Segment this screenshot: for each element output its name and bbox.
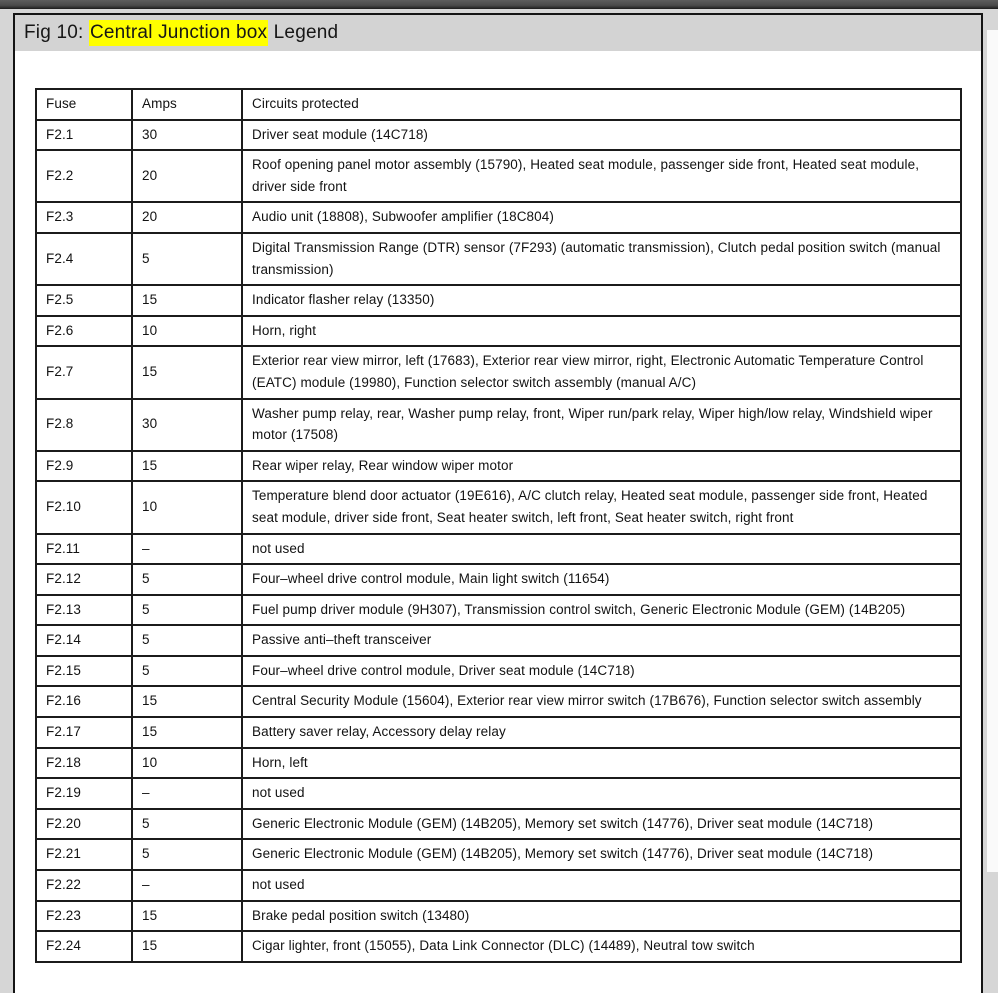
fig-caption-prefix: Fig 10:	[24, 22, 89, 43]
circuits-cell: Passive anti–theft transceiver	[242, 625, 961, 656]
circuits-cell: Cigar lighter, front (15055), Data Link Connector (DLC) (14489), Neutral tow switch	[242, 931, 961, 962]
circuits-cell: Rear wiper relay, Rear window wiper motor	[242, 451, 961, 482]
fuse-cell: F2.21	[36, 839, 132, 870]
circuits-cell: Battery saver relay, Accessory delay relay	[242, 717, 961, 748]
circuits-cell: Horn, left	[242, 748, 961, 779]
amps-cell: 10	[132, 481, 242, 533]
circuits-cell: Audio unit (18808), Subwoofer amplifier (18C804)	[242, 202, 961, 233]
amps-cell: 15	[132, 901, 242, 932]
table-row	[36, 534, 961, 565]
document-page	[13, 13, 983, 993]
fuse-cell: F2.6	[36, 316, 132, 347]
amps-cell: 20	[132, 202, 242, 233]
amps-cell: 30	[132, 399, 242, 451]
circuits-cell: Roof opening panel motor assembly (15790), Heated seat module, passenger side front, Heated seat module, driver side front	[242, 150, 961, 202]
circuits-cell: not used	[242, 534, 961, 565]
amps-cell: 10	[132, 748, 242, 779]
amps-cell: –	[132, 870, 242, 901]
table-row	[36, 233, 961, 285]
table-row	[36, 451, 961, 482]
table-row	[36, 839, 961, 870]
table-row	[36, 809, 961, 840]
fuse-cell: F2.23	[36, 901, 132, 932]
amps-cell: 5	[132, 839, 242, 870]
table-row	[36, 931, 961, 962]
page-edge-strip	[987, 30, 998, 872]
circuits-cell: Brake pedal position switch (13480)	[242, 901, 961, 932]
fuse-legend-table	[35, 88, 962, 963]
table-row	[36, 625, 961, 656]
fuse-cell: F2.17	[36, 717, 132, 748]
fuse-cell: F2.8	[36, 399, 132, 451]
fuse-cell: F2.1	[36, 120, 132, 151]
page-content	[15, 51, 981, 963]
amps-cell: 15	[132, 285, 242, 316]
circuits-cell: Digital Transmission Range (DTR) sensor (7F293) (automatic transmission), Clutch pedal position switch (manual transmission)	[242, 233, 961, 285]
amps-cell: 30	[132, 120, 242, 151]
amps-cell: 15	[132, 931, 242, 962]
amps-cell: 5	[132, 564, 242, 595]
table-row	[36, 481, 961, 533]
table-row	[36, 346, 961, 398]
fuse-cell: F2.4	[36, 233, 132, 285]
circuits-cell: Four–wheel drive control module, Driver seat module (14C718)	[242, 656, 961, 687]
amps-cell: 15	[132, 346, 242, 398]
circuits-cell: Indicator flasher relay (13350)	[242, 285, 961, 316]
amps-cell: 5	[132, 656, 242, 687]
table-header-row	[36, 89, 961, 120]
table-row	[36, 778, 961, 809]
amps-cell: 5	[132, 809, 242, 840]
table-row	[36, 150, 961, 202]
fig-caption-suffix: Legend	[268, 22, 339, 43]
col-header-fuse: Fuse	[36, 89, 132, 120]
table-row	[36, 717, 961, 748]
fuse-cell: F2.18	[36, 748, 132, 779]
circuits-cell: Washer pump relay, rear, Washer pump relay, front, Wiper run/park relay, Wiper high/low relay, Windshield wiper motor (17508)	[242, 399, 961, 451]
circuits-cell: not used	[242, 778, 961, 809]
table-row	[36, 686, 961, 717]
table-row	[36, 120, 961, 151]
circuits-cell: Generic Electronic Module (GEM) (14B205), Memory set switch (14776), Driver seat module (14C718)	[242, 839, 961, 870]
amps-cell: 10	[132, 316, 242, 347]
fuse-cell: F2.20	[36, 809, 132, 840]
table-row	[36, 748, 961, 779]
table-row	[36, 656, 961, 687]
fuse-cell: F2.2	[36, 150, 132, 202]
table-row	[36, 316, 961, 347]
table-row	[36, 202, 961, 233]
table-row	[36, 595, 961, 626]
fuse-cell: F2.19	[36, 778, 132, 809]
amps-cell: 15	[132, 717, 242, 748]
amps-cell: 5	[132, 233, 242, 285]
table-body	[36, 120, 961, 962]
fuse-cell: F2.10	[36, 481, 132, 533]
col-header-circuits: Circuits protected	[242, 89, 961, 120]
circuits-cell: Fuel pump driver module (9H307), Transmission control switch, Generic Electronic Module (GEM) (14B205)	[242, 595, 961, 626]
amps-cell: 20	[132, 150, 242, 202]
circuits-cell: Generic Electronic Module (GEM) (14B205), Memory set switch (14776), Driver seat module (14C718)	[242, 809, 961, 840]
window-top-bar	[0, 0, 998, 9]
fuse-cell: F2.9	[36, 451, 132, 482]
fuse-cell: F2.24	[36, 931, 132, 962]
amps-cell: –	[132, 534, 242, 565]
fuse-cell: F2.5	[36, 285, 132, 316]
figure-caption-bar	[15, 15, 981, 51]
table-row	[36, 564, 961, 595]
circuits-cell: Horn, right	[242, 316, 961, 347]
fuse-cell: F2.11	[36, 534, 132, 565]
fuse-cell: F2.7	[36, 346, 132, 398]
fuse-cell: F2.15	[36, 656, 132, 687]
table-row	[36, 901, 961, 932]
amps-cell: 15	[132, 686, 242, 717]
amps-cell: –	[132, 778, 242, 809]
circuits-cell: Driver seat module (14C718)	[242, 120, 961, 151]
fuse-cell: F2.22	[36, 870, 132, 901]
amps-cell: 5	[132, 625, 242, 656]
fuse-cell: F2.14	[36, 625, 132, 656]
table-row	[36, 870, 961, 901]
amps-cell: 5	[132, 595, 242, 626]
amps-cell: 15	[132, 451, 242, 482]
fuse-cell: F2.12	[36, 564, 132, 595]
fuse-cell: F2.13	[36, 595, 132, 626]
fuse-cell: F2.3	[36, 202, 132, 233]
circuits-cell: Exterior rear view mirror, left (17683), Exterior rear view mirror, right, Electronic Automatic Temperature Control (EATC) module (19980), Function selector switch assembly (manual A/C)	[242, 346, 961, 398]
fig-caption-highlight: Central Junction box	[89, 20, 268, 46]
circuits-cell: Four–wheel drive control module, Main light switch (11654)	[242, 564, 961, 595]
fuse-cell: F2.16	[36, 686, 132, 717]
table-row	[36, 399, 961, 451]
circuits-cell: Central Security Module (15604), Exterior rear view mirror switch (17B676), Function selector switch assembly	[242, 686, 961, 717]
table-row	[36, 285, 961, 316]
circuits-cell: not used	[242, 870, 961, 901]
circuits-cell: Temperature blend door actuator (19E616), A/C clutch relay, Heated seat module, passenger side front, Heated seat module, driver side front, Seat heater switch, left front, Seat heater switch, right front	[242, 481, 961, 533]
col-header-amps: Amps	[132, 89, 242, 120]
